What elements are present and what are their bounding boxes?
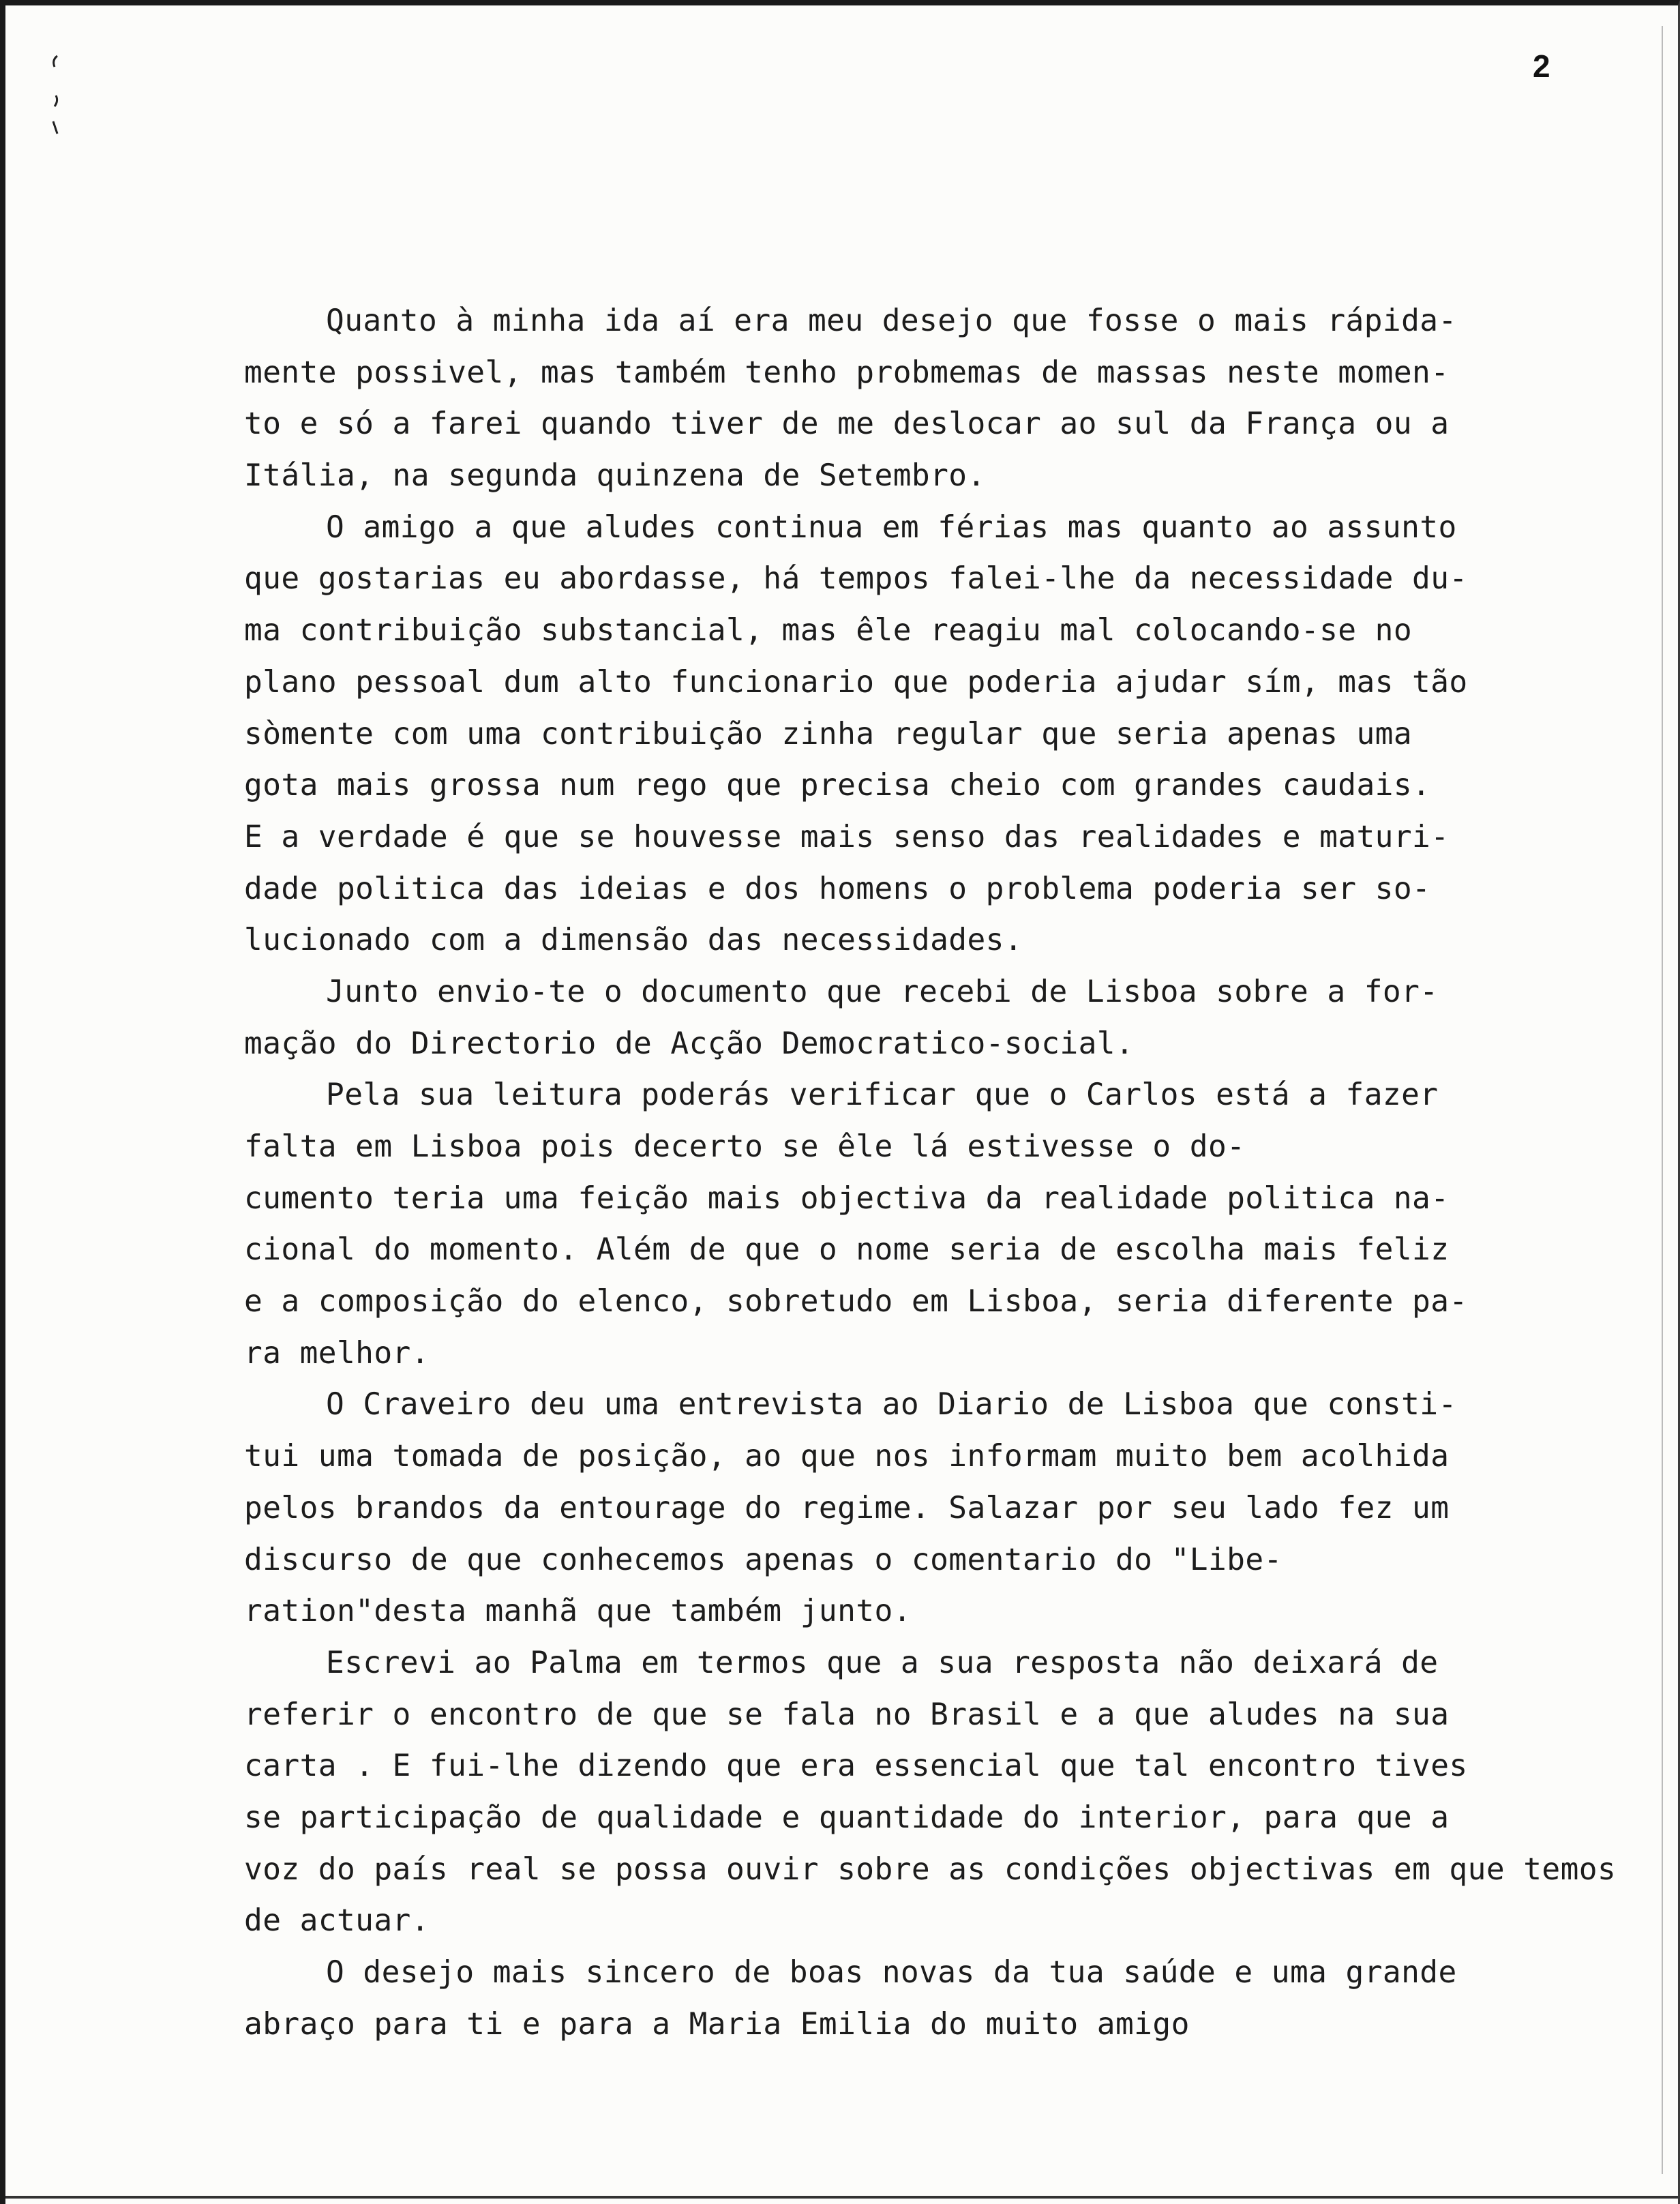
page-bottom-edge [5,2196,1678,2199]
text-line: discurso de que conhecemos apenas o comentario do "Libe- [244,1542,1282,1577]
text-line: cumento teria uma feição mais objectiva da realidade politica na- [244,1180,1450,1216]
text-line: que gostarias eu abordasse, há tempos falei-lhe da necessidade du- [244,561,1468,597]
text-line: Junto envio-te o documento que recebi de Lisboa sobre a for- [326,974,1439,1009]
text-line: ma contribuição substancial, mas êle reagiu mal colocando-se no [244,613,1413,649]
text-line: ra melhor. [244,1335,430,1371]
text-line: e a composição do elenco, sobretudo em Lisboa, seria diferente pa- [244,1284,1468,1320]
text-line: Quanto à minha ida aí era meu desejo que fosse o mais rápida- [326,303,1457,338]
text-line: mação do Directorio de Acção Democratico-social. [244,1026,1135,1061]
text-line: mente possivel, mas também tenho probmemas de massas neste momen- [244,355,1450,390]
text-line: lucionado com a dimensão das necessidades. [244,923,1023,958]
text-line: sòmente com uma contribuição zinha regular que seria apenas uma [244,716,1413,751]
page-number: 2 [1533,48,1550,84]
text-line: falta em Lisboa pois decerto se êle lá estivesse o do- [244,1129,1246,1164]
letter-body [244,295,1615,2050]
text-line: O Craveiro deu uma entrevista ao Diario de Lisboa que consti- [326,1387,1457,1423]
text-line: voz do país real se possa ouvir sobre as condições objectivas em que temos [244,1851,1617,1887]
text-line: Itália, na segunda quinzena de Setembro. [244,458,986,494]
text-line: to e só a farei quando tiver de me deslocar ao sul da França ou a [244,406,1450,442]
text-line: cional do momento. Além de que o nome seria de escolha mais feliz [244,1232,1450,1268]
text-line: de actuar. [244,1903,430,1939]
text-line: E a verdade é que se houvesse mais senso das realidades e maturi- [244,819,1450,854]
page-edge-line [1662,26,1663,2174]
text-line: O desejo mais sincero de boas novas da tua saúde e uma grande [326,1955,1457,1990]
text-line: O amigo a que aludes continua em férias mas quanto ao assunto [326,509,1457,545]
margin-marks [48,53,68,142]
text-line: abraço para ti e para a Maria Emilia do muito amigo [244,2006,1190,2042]
text-line: tui uma tomada de posição, ao que nos informam muito bem acolhida [244,1439,1450,1474]
text-line: plano pessoal dum alto funcionario que poderia ajudar sím, mas tão [244,664,1468,700]
text-line: carta . E fui-lhe dizendo que era essencial que tal encontro tives [244,1748,1468,1784]
text-line: se participação de qualidade e quantidade do interior, para que a [244,1800,1450,1835]
text-line: dade politica das ideias e dos homens o problema poderia ser so- [244,871,1431,906]
text-line: Pela sua leitura poderás verificar que o Carlos está a fazer [326,1077,1439,1113]
text-line: referir o encontro de que se fala no Brasil e a que aludes na sua [244,1697,1450,1732]
text-line: Escrevi ao Palma em termos que a sua resposta não deixará de [326,1645,1439,1680]
text-line: ration"desta manhã que também junto. [244,1594,912,1629]
text-line: gota mais grossa num rego que precisa cheio com grandes caudais. [244,768,1431,803]
text-line: pelos brandos da entourage do regime. Salazar por seu lado fez um [244,1490,1450,1525]
